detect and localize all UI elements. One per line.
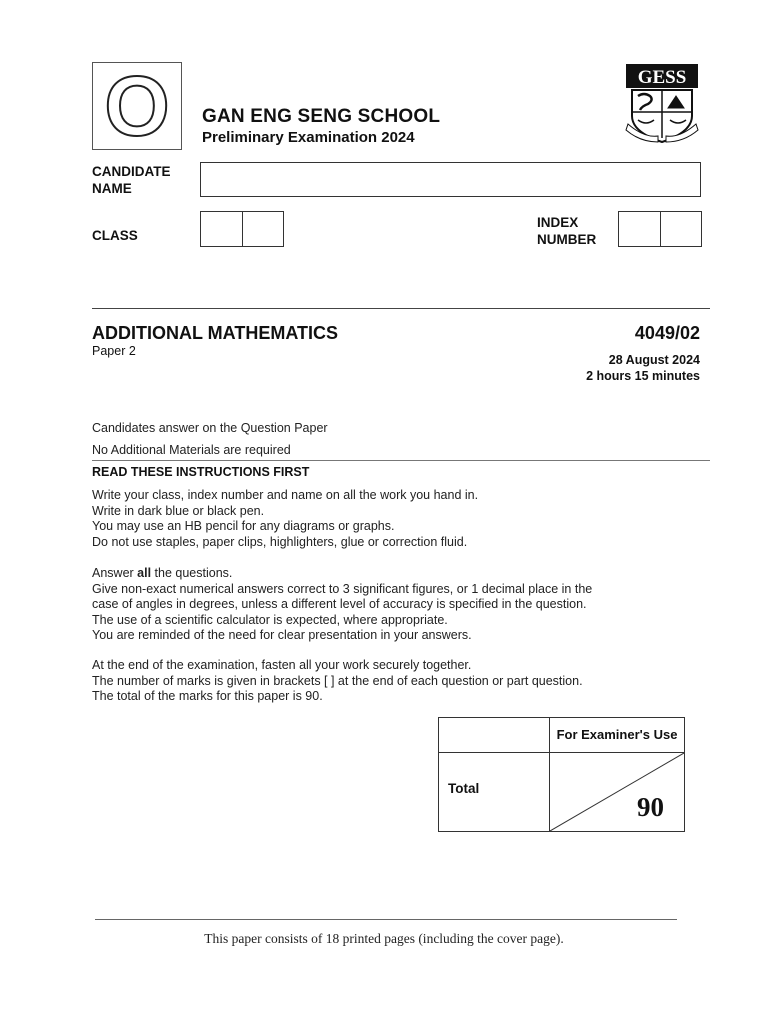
candidate-name-label [92, 163, 171, 197]
school-crest-logo [624, 62, 700, 146]
footer-divider [95, 919, 677, 920]
index-label-line2: NUMBER [537, 232, 597, 247]
instruction-line: You may use an HB pencil for any diagrams or graphs. [92, 519, 395, 533]
class-label: CLASS [92, 228, 138, 243]
subject-title: ADDITIONAL MATHEMATICS [92, 323, 338, 343]
total-label: Total [448, 781, 480, 796]
class-field [200, 211, 284, 247]
index-label-line1: INDEX [537, 215, 579, 230]
answer-suffix: the questions. [151, 566, 233, 580]
instruction-line: At the end of the examination, fasten all your work securely together. [92, 658, 472, 672]
instruction-line: The total of the marks for this paper is 90. [92, 689, 323, 703]
instruction-line: Write your class, index number and name on all the work you hand in. [92, 488, 479, 502]
instruction-line: You are reminded of the need for clear presentation in your answers. [92, 628, 472, 642]
materials-line2: No Additional Materials are required [92, 443, 291, 457]
instructions-paragraph-2 [92, 566, 692, 644]
index-cell[interactable] [660, 212, 701, 246]
candidate-label-line2: NAME [92, 181, 132, 196]
instruction-line: Give non-exact numerical answers correct to 3 significant figures, or 1 decimal place in the [92, 581, 593, 596]
crest-letters: GESS [637, 67, 687, 88]
instruction-line: Do not use staples, paper clips, highlighters, glue or correction fluid. [92, 534, 468, 549]
class-cell[interactable] [201, 212, 242, 246]
answer-prefix: Answer [92, 566, 138, 580]
index-number-field [618, 211, 702, 247]
exam-date: 28 August 2024 [608, 353, 700, 367]
section-divider [92, 308, 710, 309]
instruction-line: case of angles in degrees, unless a different level of accuracy is specified in the question. [92, 597, 587, 611]
level-letter: O [104, 59, 170, 153]
class-cell[interactable] [242, 212, 283, 246]
instruction-line: The use of a scientific calculator is expected, where appropriate. [92, 612, 448, 627]
paper-number: Paper 2 [92, 344, 136, 358]
crest-svg [624, 62, 700, 146]
page-count-note: This paper consists of 18 printed pages (including the cover page). [204, 931, 564, 946]
max-marks: 90 [637, 792, 664, 822]
candidate-label-line1: CANDIDATE [92, 164, 171, 179]
instruction-line: Write in dark blue or black pen. [92, 503, 265, 518]
exam-duration: 2 hours 15 minutes [586, 369, 700, 383]
materials-line1: Candidates answer on the Question Paper [92, 421, 328, 435]
index-number-label [537, 214, 596, 248]
instructions-heading: READ THESE INSTRUCTIONS FIRST [92, 465, 310, 479]
school-name: GAN ENG SENG SCHOOL [202, 106, 441, 127]
index-cell[interactable] [619, 212, 660, 246]
instruction-line: The number of marks is given in brackets [ ] at the end of each question or part question. [92, 673, 583, 688]
instructions-paragraph-3 [92, 658, 692, 705]
instructions-paragraph-1 [92, 488, 692, 550]
instruction-line-answer [92, 566, 692, 582]
exam-title: Preliminary Examination 2024 [202, 129, 415, 146]
answer-bold: all [137, 566, 152, 580]
candidate-name-field[interactable] [200, 162, 701, 197]
level-box [92, 59, 182, 153]
examiner-use-header: For Examiner's Use [556, 727, 678, 742]
instructions-divider [92, 460, 710, 461]
examiner-use-table [438, 717, 685, 832]
subject-code: 4049/02 [634, 323, 700, 343]
